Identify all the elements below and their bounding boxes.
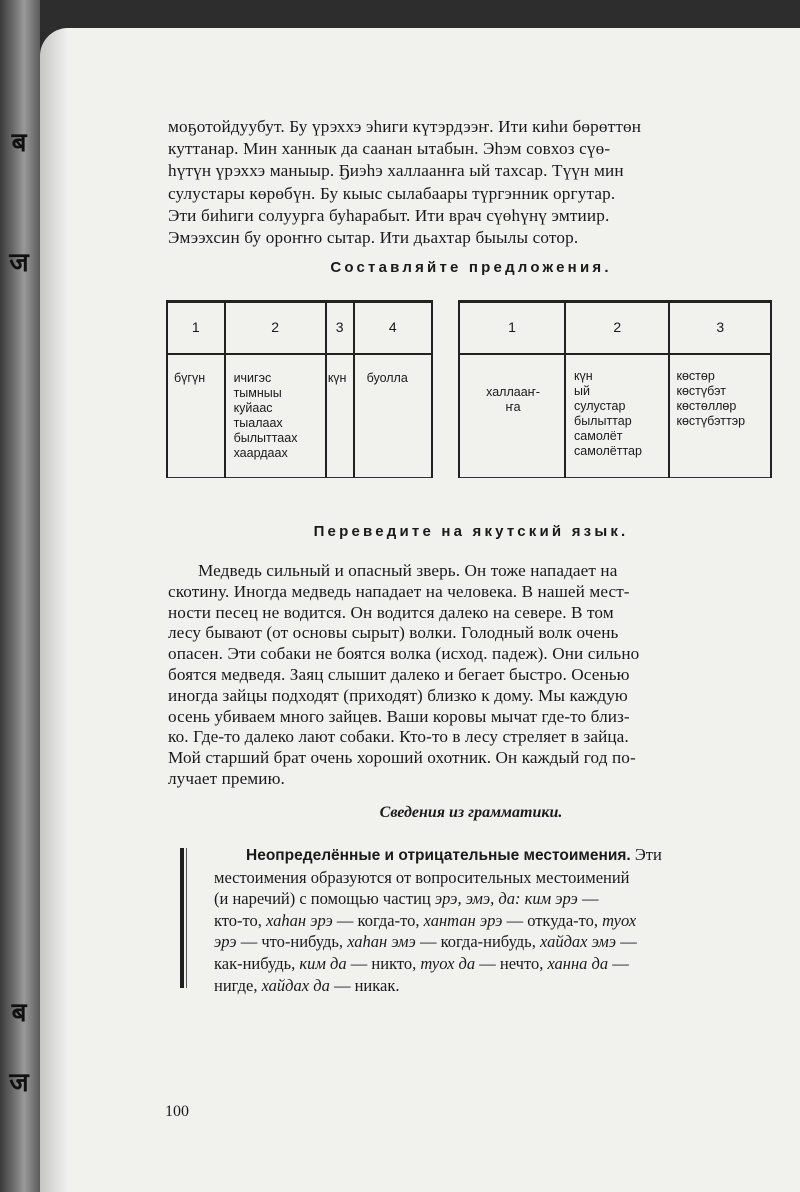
grammar-text: — нечто, — [475, 953, 548, 973]
grammar-example: хаһан эмэ — [347, 932, 416, 952]
grammar-note — [214, 844, 774, 996]
text-line: иногда зайцы подходят (приходят) близко к дому. Мы каждую — [168, 685, 628, 705]
grammar-line — [214, 931, 774, 953]
text-line: сулустары көрөбүн. Бу кыыс сылабаары түргэнник оргутар. — [168, 183, 616, 203]
grammar-text: — никак. — [329, 975, 400, 995]
grammar-text: нигде, — [214, 975, 262, 995]
margin-bar — [180, 848, 184, 988]
text-line: ко. Где-то далеко лают собаки. Кто-то в лесу стреляет в зайца. — [168, 727, 629, 747]
table-cell — [459, 354, 565, 478]
cell-word: ҥа — [505, 399, 521, 414]
grammar-line: местоимения образуются от вопросительных местоимений — [214, 867, 630, 887]
grammar-text: — откуда-то, — [502, 910, 603, 930]
grammar-example: ким да — [299, 953, 347, 973]
cell-word: көстөр — [676, 368, 715, 383]
text-line: һүтүн үрэххэ маныыр. Ҕиэһэ халлаанҥа ый тахсар. Түүн мин — [168, 161, 624, 181]
section-heading-translate: Переведите на якутский язык. — [313, 523, 629, 540]
grammar-example: эрэ — [214, 932, 237, 952]
column-header: 1 — [459, 302, 565, 354]
column-header: 2 — [225, 302, 326, 354]
table-cell — [225, 354, 326, 478]
cell-word: көстүбэттэр — [676, 413, 746, 428]
grammar-text: — никто, — [346, 953, 421, 973]
grammar-example: хайдах да — [261, 975, 330, 995]
cell-word: бүгүн — [174, 370, 206, 385]
cell-word: күн — [574, 368, 593, 383]
grammar-text: как-нибудь, — [214, 953, 300, 973]
text-line: куттанар. Мин ханнык да саанан ытабын. Эһэм совхоз сүө- — [168, 139, 611, 159]
grammar-example: туох да — [420, 953, 476, 973]
cell-word: тыалаах — [233, 415, 283, 430]
section-heading-compose: Составляйте предложения. — [330, 259, 612, 276]
cell-word: көстөллөр — [676, 398, 737, 413]
binding-glyph: ज — [9, 248, 29, 278]
grammar-example: ханна да — [547, 953, 609, 973]
cell-word: хаардаах — [233, 445, 288, 460]
binding-glyph: ब — [11, 128, 27, 158]
grammar-example: туох — [602, 910, 637, 930]
text-line: Медведь сильный и опасный зверь. Он тоже нападает на — [198, 561, 618, 580]
text-line: моҕотойдуубут. Бу үрэххэ эһиги күтэрдээҥ. Ити киһи бөрөттөн — [168, 117, 642, 136]
paragraph-russian-text — [168, 561, 774, 790]
grammar-text: — когда-нибудь, — [415, 932, 540, 952]
text-line: опасен. Эти собаки не боятся волка (исход. падеж). Они сильно — [168, 644, 640, 664]
cell-word: самолёт — [574, 428, 623, 443]
word-table-right — [458, 300, 772, 478]
text-line: Мой старший брат очень хороший охотник. Он каждый год по- — [168, 748, 636, 768]
table-cell — [669, 354, 771, 478]
text-line: боятся медведя. Заяц слышит далеко и бегает быстро. Осенью — [168, 664, 630, 684]
table-cell — [354, 354, 432, 478]
column-header: 3 — [326, 302, 354, 354]
grammar-line — [214, 844, 774, 867]
column-header: 4 — [354, 302, 432, 354]
grammar-subheading: Сведения из грамматики. — [379, 804, 563, 821]
grammar-line — [214, 953, 774, 975]
grammar-line — [214, 888, 774, 910]
text-line: осень убиваем много зайцев. Ваши коровы мычат где-то близ- — [168, 706, 630, 726]
cell-word: буолла — [366, 370, 408, 385]
column-header: 3 — [669, 302, 771, 354]
grammar-example: хаһан эрэ — [266, 910, 333, 930]
paragraph-yakut-text — [168, 116, 774, 249]
grammar-text: — — [577, 889, 599, 909]
text-line: лучает премию. — [168, 768, 285, 788]
grammar-line — [214, 910, 774, 932]
grammar-example: хайдах эмэ — [539, 932, 617, 952]
cell-word: күн — [327, 370, 347, 385]
cell-word: былыттар — [574, 413, 632, 428]
grammar-line — [214, 975, 774, 997]
table-cell — [326, 354, 354, 478]
cell-word: куйаас — [233, 400, 273, 415]
column-header: 1 — [167, 302, 225, 354]
grammar-text: — когда-то, — [332, 910, 424, 930]
page-number: 100 — [165, 1103, 189, 1120]
grammar-text: кто-то, — [214, 910, 267, 930]
grammar-text: — что-нибудь, — [236, 932, 348, 952]
grammar-text: (и наречий) с помощью частиц — [214, 889, 435, 909]
column-header: 2 — [565, 302, 669, 354]
grammar-text: — — [608, 953, 629, 973]
table-cell — [167, 354, 225, 478]
grammar-text: Эти — [630, 845, 662, 864]
cell-word: тымныы — [233, 385, 282, 400]
cell-word: ичигэс — [233, 370, 272, 385]
grammar-example: эрэ, эмэ, да: ким эрэ — [434, 889, 578, 909]
grammar-example: хантан эрэ — [423, 910, 503, 930]
cell-word: самолёттар — [574, 443, 642, 458]
cell-word: сулустар — [574, 398, 626, 413]
grammar-text: — — [616, 932, 637, 952]
text-line: лесу бывают (от основы сырыт) волки. Голодный волк очень — [168, 623, 619, 643]
cell-word: былыттаах — [233, 430, 298, 445]
cell-word: ый — [574, 383, 590, 398]
table-cell — [565, 354, 669, 478]
text-line: ности песец не водится. Он водится далеко на севере. В том — [168, 602, 614, 622]
book-binding — [0, 0, 40, 1192]
grammar-lead: Неопределённые и отрицательные местоимения. — [246, 847, 631, 864]
word-table-left — [166, 300, 433, 478]
margin-bar-thin — [186, 848, 187, 988]
text-line: Эмээхсин бу ороҥҥо сытар. Ити дьахтар быылы сотор. — [168, 228, 579, 248]
binding-glyph: ज — [9, 1068, 29, 1098]
text-line: скотину. Иногда медведь нападает на человека. В нашей мест- — [168, 581, 630, 601]
cell-word: көстүбэт — [676, 383, 726, 398]
cell-word: халлааҥ- — [486, 384, 540, 399]
binding-glyph: ब — [11, 998, 27, 1028]
text-line: Эти биһиги солуурга буһарабыт. Ити врач сүөһүнү эмтиир. — [168, 205, 610, 225]
